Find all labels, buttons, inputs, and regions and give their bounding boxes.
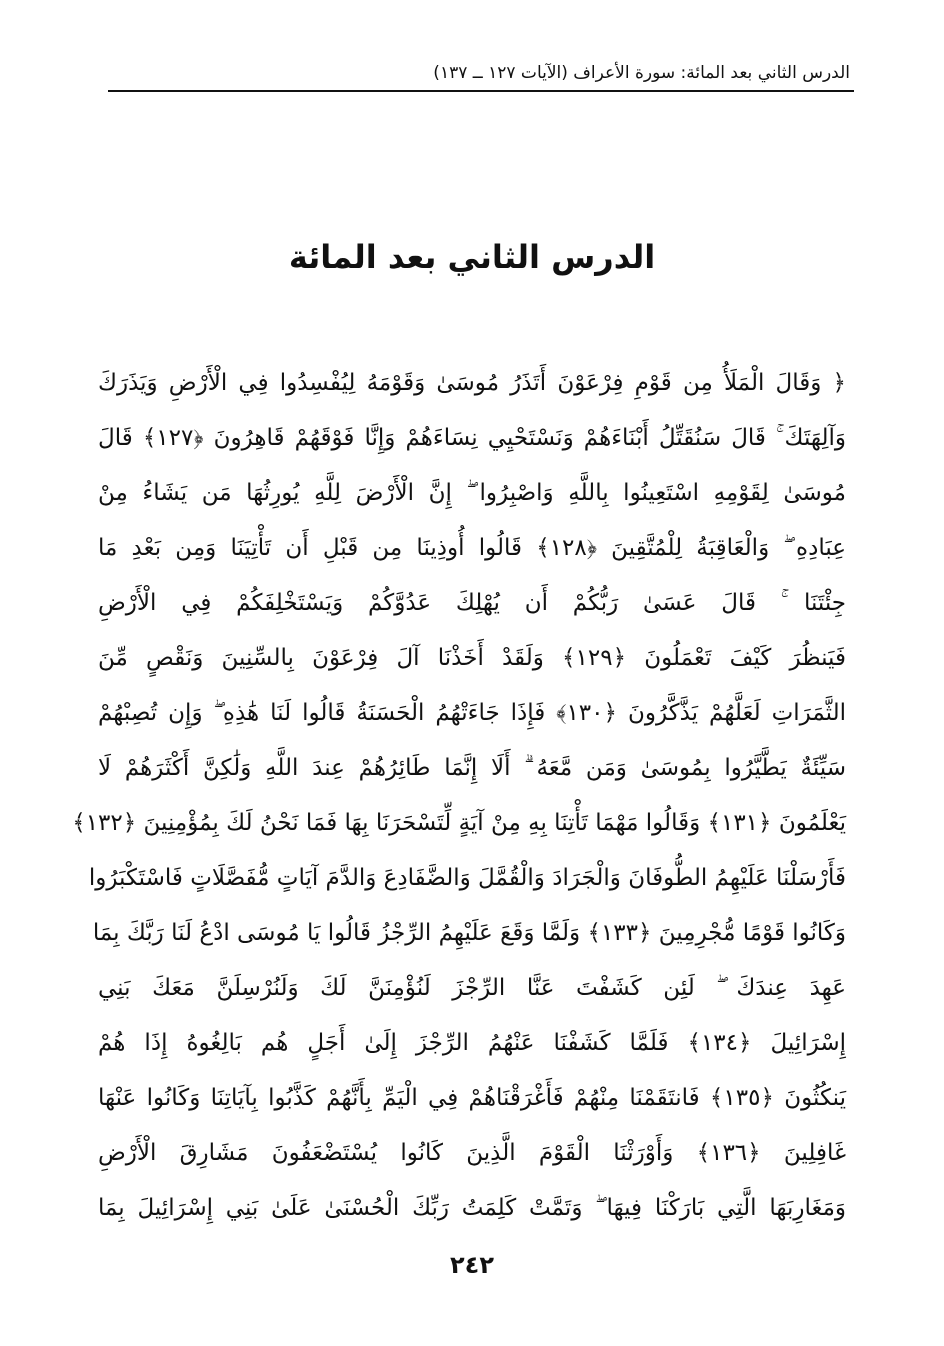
- verse-line: فَأَرْسَلْنَا عَلَيْهِمُ الطُّوفَانَ وَالْجَرَادَ وَالْقُمَّلَ وَالضَّفَادِعَ وَالدَّمَ آيَاتٍ مُّفَصَّلَاتٍ فَاسْتَكْبَرُوا: [88, 865, 846, 891]
- verse-line: وَكَانُوا قَوْمًا مُّجْرِمِينَ ﴿١٣٣﴾ وَلَمَّا وَقَعَ عَلَيْهِمُ الرِّجْزُ قَالُوا يَا مُوسَى ادْعُ لَنَا رَبَّكَ بِمَا: [92, 920, 846, 946]
- page-number: ٢٤٢: [450, 1251, 494, 1279]
- verse-line: إِسْرَائِيلَ ﴿١٣٤﴾ فَلَمَّا كَشَفْنَا عَنْهُمُ الرِّجْزَ إِلَىٰ أَجَلٍ هُم بَالِغُوهُ إِذَا هُمْ: [98, 1030, 846, 1056]
- verse-line: فَيَنظُرَ كَيْفَ تَعْمَلُونَ ﴿١٢٩﴾ وَلَقَدْ أَخَذْنَا آلَ فِرْعَوْنَ بِالسِّنِينَ وَنَقْصٍ مِّنَ: [98, 645, 846, 671]
- verse-line: وَمَغَارِبَهَا الَّتِي بَارَكْنَا فِيهَا ۖ وَتَمَّتْ كَلِمَتُ رَبِّكَ الْحُسْنَىٰ عَلَىٰ بَنِي إِسْرَائِيلَ بِمَا: [98, 1195, 846, 1221]
- verse-line: عِبَادِهِ ۖ وَالْعَاقِبَةُ لِلْمُتَّقِينَ ﴿١٢٨﴾ قَالُوا أُوذِينَا مِن قَبْلِ أَن تَأْتِيَنَا وَمِن بَعْدِ مَا: [98, 535, 846, 561]
- header-rule: [108, 90, 854, 92]
- running-header: الدرس الثاني بعد المائة: سورة الأعراف (الآيات ١٢٧ ــ ١٣٧): [433, 63, 850, 83]
- verse-line: جِئْتَنَا ۚ قَالَ عَسَىٰ رَبُّكُمْ أَن يُهْلِكَ عَدُوَّكُمْ وَيَسْتَخْلِفَكُمْ فِي الْأَرْضِ: [98, 590, 846, 616]
- verse-line: مُوسَىٰ لِقَوْمِهِ اسْتَعِينُوا بِاللَّهِ وَاصْبِرُوا ۖ إِنَّ الْأَرْضَ لِلَّهِ يُورِثُهَا مَن يَشَاءُ مِنْ: [98, 480, 846, 506]
- verse-line: غَافِلِينَ ﴿١٣٦﴾ وَأَوْرَثْنَا الْقَوْمَ الَّذِينَ كَانُوا يُسْتَضْعَفُونَ مَشَارِقَ الْأَرْضِ: [98, 1140, 846, 1166]
- quran-verses: [72, 356, 847, 1236]
- verse-line: يَعْلَمُونَ ﴿١٣١﴾ وَقَالُوا مَهْمَا تَأْتِنَا بِهِ مِنْ آيَةٍ لِّتَسْحَرَنَا بِهَا فَمَا نَحْنُ لَكَ بِمُؤْمِنِينَ ﴿١٣٢﴾: [72, 810, 846, 836]
- verse-line: سَيِّئَةٌ يَطَّيَّرُوا بِمُوسَىٰ وَمَن مَّعَهُ ۗ أَلَا إِنَّمَا طَائِرُهُمْ عِندَ اللَّهِ وَلَٰكِنَّ أَكْثَرَهُمْ لَا: [98, 755, 846, 781]
- verse-line: عَهِدَ عِندَكَ ۖ لَئِن كَشَفْتَ عَنَّا الرِّجْزَ لَنُؤْمِنَنَّ لَكَ وَلَنُرْسِلَنَّ مَعَكَ بَنِي: [98, 975, 846, 1001]
- lesson-title: الدرس الثاني بعد المائة: [288, 238, 656, 276]
- verse-line: ﴿ وَقَالَ الْمَلَأُ مِن قَوْمِ فِرْعَوْنَ أَتَذَرُ مُوسَىٰ وَقَوْمَهُ لِيُفْسِدُوا فِي الْأَرْضِ وَيَذَرَكَ: [98, 370, 846, 396]
- verse-line: وَآلِهَتَكَ ۚ قَالَ سَنُقَتِّلُ أَبْنَاءَهُمْ وَنَسْتَحْيِي نِسَاءَهُمْ وَإِنَّا فَوْقَهُمْ قَاهِرُونَ ﴿١٢٧﴾ قَالَ: [98, 425, 846, 451]
- verse-line: يَنكُثُونَ ﴿١٣٥﴾ فَانتَقَمْنَا مِنْهُمْ فَأَغْرَقْنَاهُمْ فِي الْيَمِّ بِأَنَّهُمْ كَذَّبُوا بِآيَاتِنَا وَكَانُوا عَنْهَا: [98, 1085, 847, 1111]
- verse-line: الثَّمَرَاتِ لَعَلَّهُمْ يَذَّكَّرُونَ ﴿١٣٠﴾ فَإِذَا جَاءَتْهُمُ الْحَسَنَةُ قَالُوا لَنَا هَٰذِهِ ۖ وَإِن تُصِبْهُمْ: [98, 700, 846, 726]
